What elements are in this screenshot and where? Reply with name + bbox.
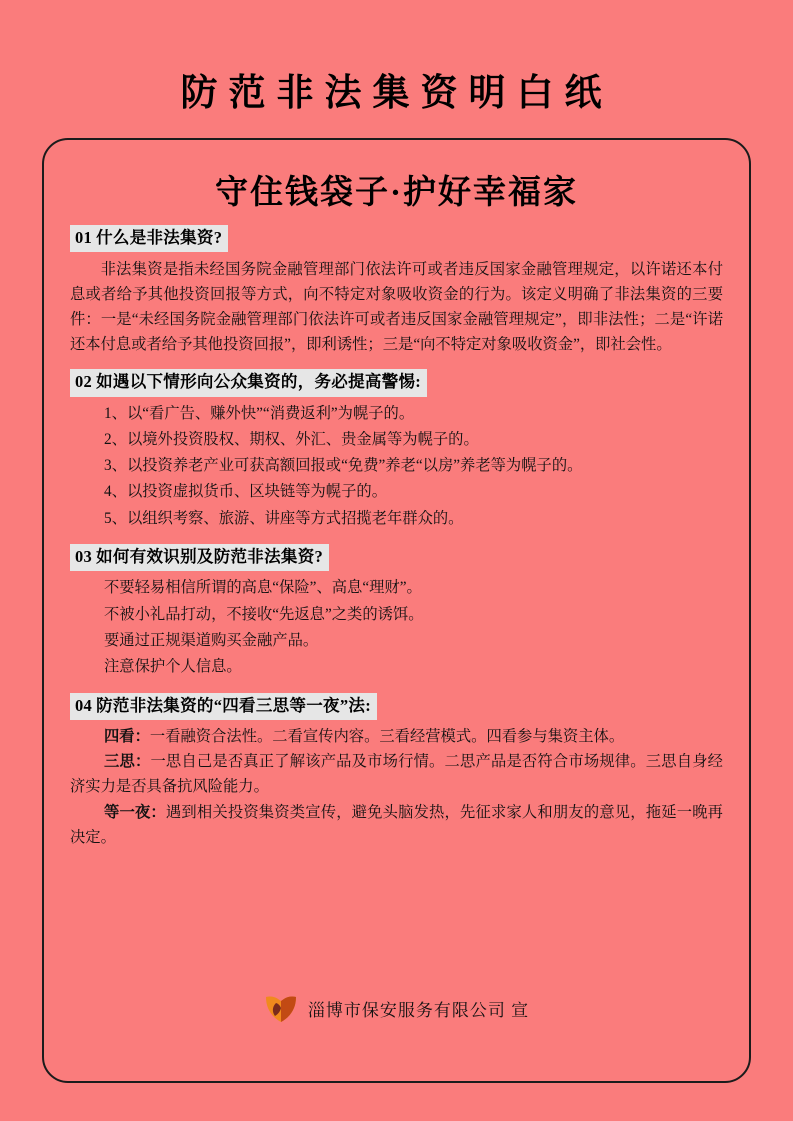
section-04-heading [70,693,377,720]
section-03-title: 如何有效识别及防范非法集资? [96,547,324,567]
list-item: 要通过正规渠道购买金融产品。 [104,631,319,649]
entry-sikan [70,724,723,749]
section-03-list [70,575,723,680]
shield-logo-icon [264,993,298,1023]
entry-text: 一思自己是否真正了解该产品及市场行情。二思产品是否符合市场规律。三思自身经济实力是否具备抗风险能力。 [70,753,723,796]
section-03-heading [70,544,329,571]
section-01-heading [70,225,228,252]
entry-text: 遇到相关投资集资类宣传，避免头脑发热，先征求家人和朋友的意见，拖延一晚再决定。 [70,803,723,846]
section-02-number: 02 [75,372,93,392]
entry-label: 三思： [104,753,151,771]
section-01-number: 01 [75,228,93,247]
section-02 [70,369,723,532]
entry-sansi [70,749,723,799]
section-01-paragraph: 非法集资是指未经国务院金融管理部门依法许可或者违反国家金融管理规定，以许诺还本付息或者给予其他投资回报等方式，向不特定对象吸收资金的行为。该定义明确了非法集资的三要件：一是“未经国务院金融管理部门依法许可或者违反国家金融管理规定”，即非法性；二是“许诺还本付息或者给予其他投资回报”，即利诱性；三是“向不特定对象吸收资金”，即社会性。 [70,261,723,353]
section-03 [70,544,723,680]
list-item: 3、以投资养老产业可获高额回报或“免费”养老“以房”养老等为幌子的。 [104,457,583,475]
section-01-title: 什么是非法集资? [96,228,223,247]
entry-label: 四看： [104,727,150,745]
list-item: 4、以投资虚拟货币、区块链等为幌子的。 [104,483,387,501]
section-02-list [70,401,723,532]
section-04 [70,693,723,850]
entry-text: 一看融资合法性。二看宣传内容。三看经营模式。四看参与集资主体。 [149,727,625,745]
entry-dengyiye [70,800,723,850]
section-02-title: 如遇以下情形向公众集资的，务必提高警惕: [96,372,422,392]
content-card [42,138,751,1083]
section-04-list [70,724,723,850]
section-04-title: 防范非法集资的“四看三思等一夜”法: [96,695,372,715]
list-item: 注意保护个人信息。 [104,658,242,676]
footer [44,993,749,1023]
section-03-number: 03 [75,547,93,567]
list-item: 2、以境外投资股权、期权、外汇、贵金属等为幌子的。 [104,430,479,448]
section-02-heading [70,369,427,396]
list-item: 不要轻易相信所谓的高息“保险”、高息“理财”。 [104,579,422,597]
list-item: 1、以“看广告、赚外快”“消费返利”为幌子的。 [104,404,415,422]
entry-label: 等一夜： [104,803,166,821]
footer-text: 淄博市保安服务有限公司 宣 [307,1000,530,1020]
list-item: 5、以组织考察、旅游、讲座等方式招揽老年群众的。 [104,509,464,527]
list-item: 不被小礼品打动，不接收“先返息”之类的诱饵。 [104,605,424,623]
section-04-number: 04 [75,695,93,715]
section-01 [70,225,723,357]
page-title: 防范非法集资明白纸 [180,73,613,114]
page-subtitle: 守住钱袋子·护好幸福家 [214,175,578,211]
